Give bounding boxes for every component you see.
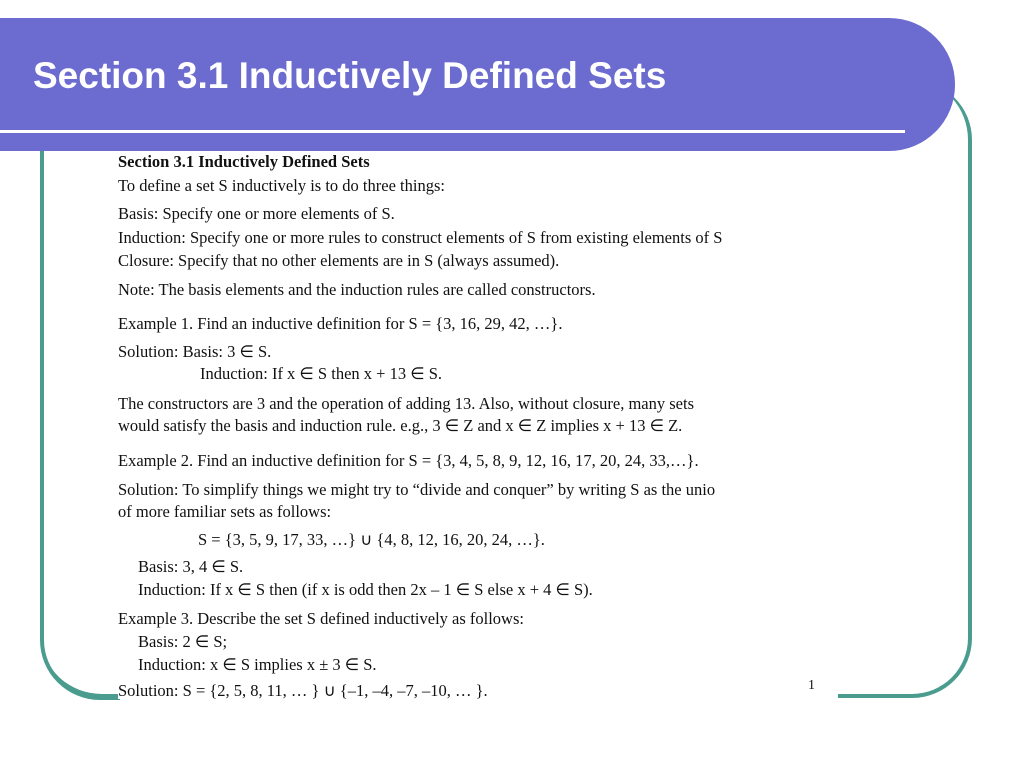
doc-line: Basis: 2 ∈ S; (138, 632, 228, 651)
doc-line: To define a set S inductively is to do three things: (118, 176, 445, 195)
doc-line: Example 2. Find an inductive definition for S = {3, 4, 5, 8, 9, 12, 16, 17, 20, 24, 33,…}. (118, 451, 699, 470)
doc-line: Example 3. Describe the set S defined inductively as follows: (118, 609, 524, 628)
doc-heading: Section 3.1 Inductively Defined Sets (118, 152, 370, 171)
doc-line: S = {3, 5, 9, 17, 33, …} ∪ {4, 8, 12, 16, 20, 24, …}. (198, 530, 545, 549)
doc-line: Closure: Specify that no other elements are in S (always assumed). (118, 251, 560, 270)
doc-line: Example 1. Find an inductive definition for S = {3, 16, 29, 42, …}. (118, 314, 563, 333)
doc-line: The constructors are 3 and the operation of adding 13. Also, without closure, many sets (118, 394, 694, 413)
doc-line: Induction: If x ∈ S then (if x is odd then 2x – 1 ∈ S else x + 4 ∈ S). (138, 580, 593, 599)
doc-line: Induction: x ∈ S implies x ± 3 ∈ S. (138, 655, 377, 674)
doc-line: Basis: 3, 4 ∈ S. (138, 557, 244, 576)
doc-line: Induction: If x ∈ S then x + 13 ∈ S. (200, 364, 442, 383)
doc-line: Induction: Specify one or more rules to construct elements of S from existing elements of S (118, 228, 723, 247)
doc-line: Note: The basis elements and the induction rules are called constructors. (118, 280, 596, 299)
title-underline (0, 130, 905, 133)
doc-line: Solution: Basis: 3 ∈ S. (118, 342, 272, 361)
doc-line: of more familiar sets as follows: (118, 502, 332, 521)
page-number: 1 (808, 678, 815, 693)
doc-line: Solution: S = {2, 5, 8, 11, … } ∪ {–1, –4, –7, –10, … }. (118, 681, 488, 699)
doc-line: Solution: To simplify things we might try to “divide and conquer” by writing S as the unio (118, 480, 716, 499)
doc-line: would satisfy the basis and induction rule. e.g., 3 ∈ Z and x ∈ Z implies x + 13 ∈ Z. (118, 416, 683, 435)
doc-line: Basis: Specify one or more elements of S. (118, 204, 395, 223)
document-scan (118, 151, 838, 699)
slide-title: Section 3.1 Inductively Defined Sets (33, 55, 667, 96)
